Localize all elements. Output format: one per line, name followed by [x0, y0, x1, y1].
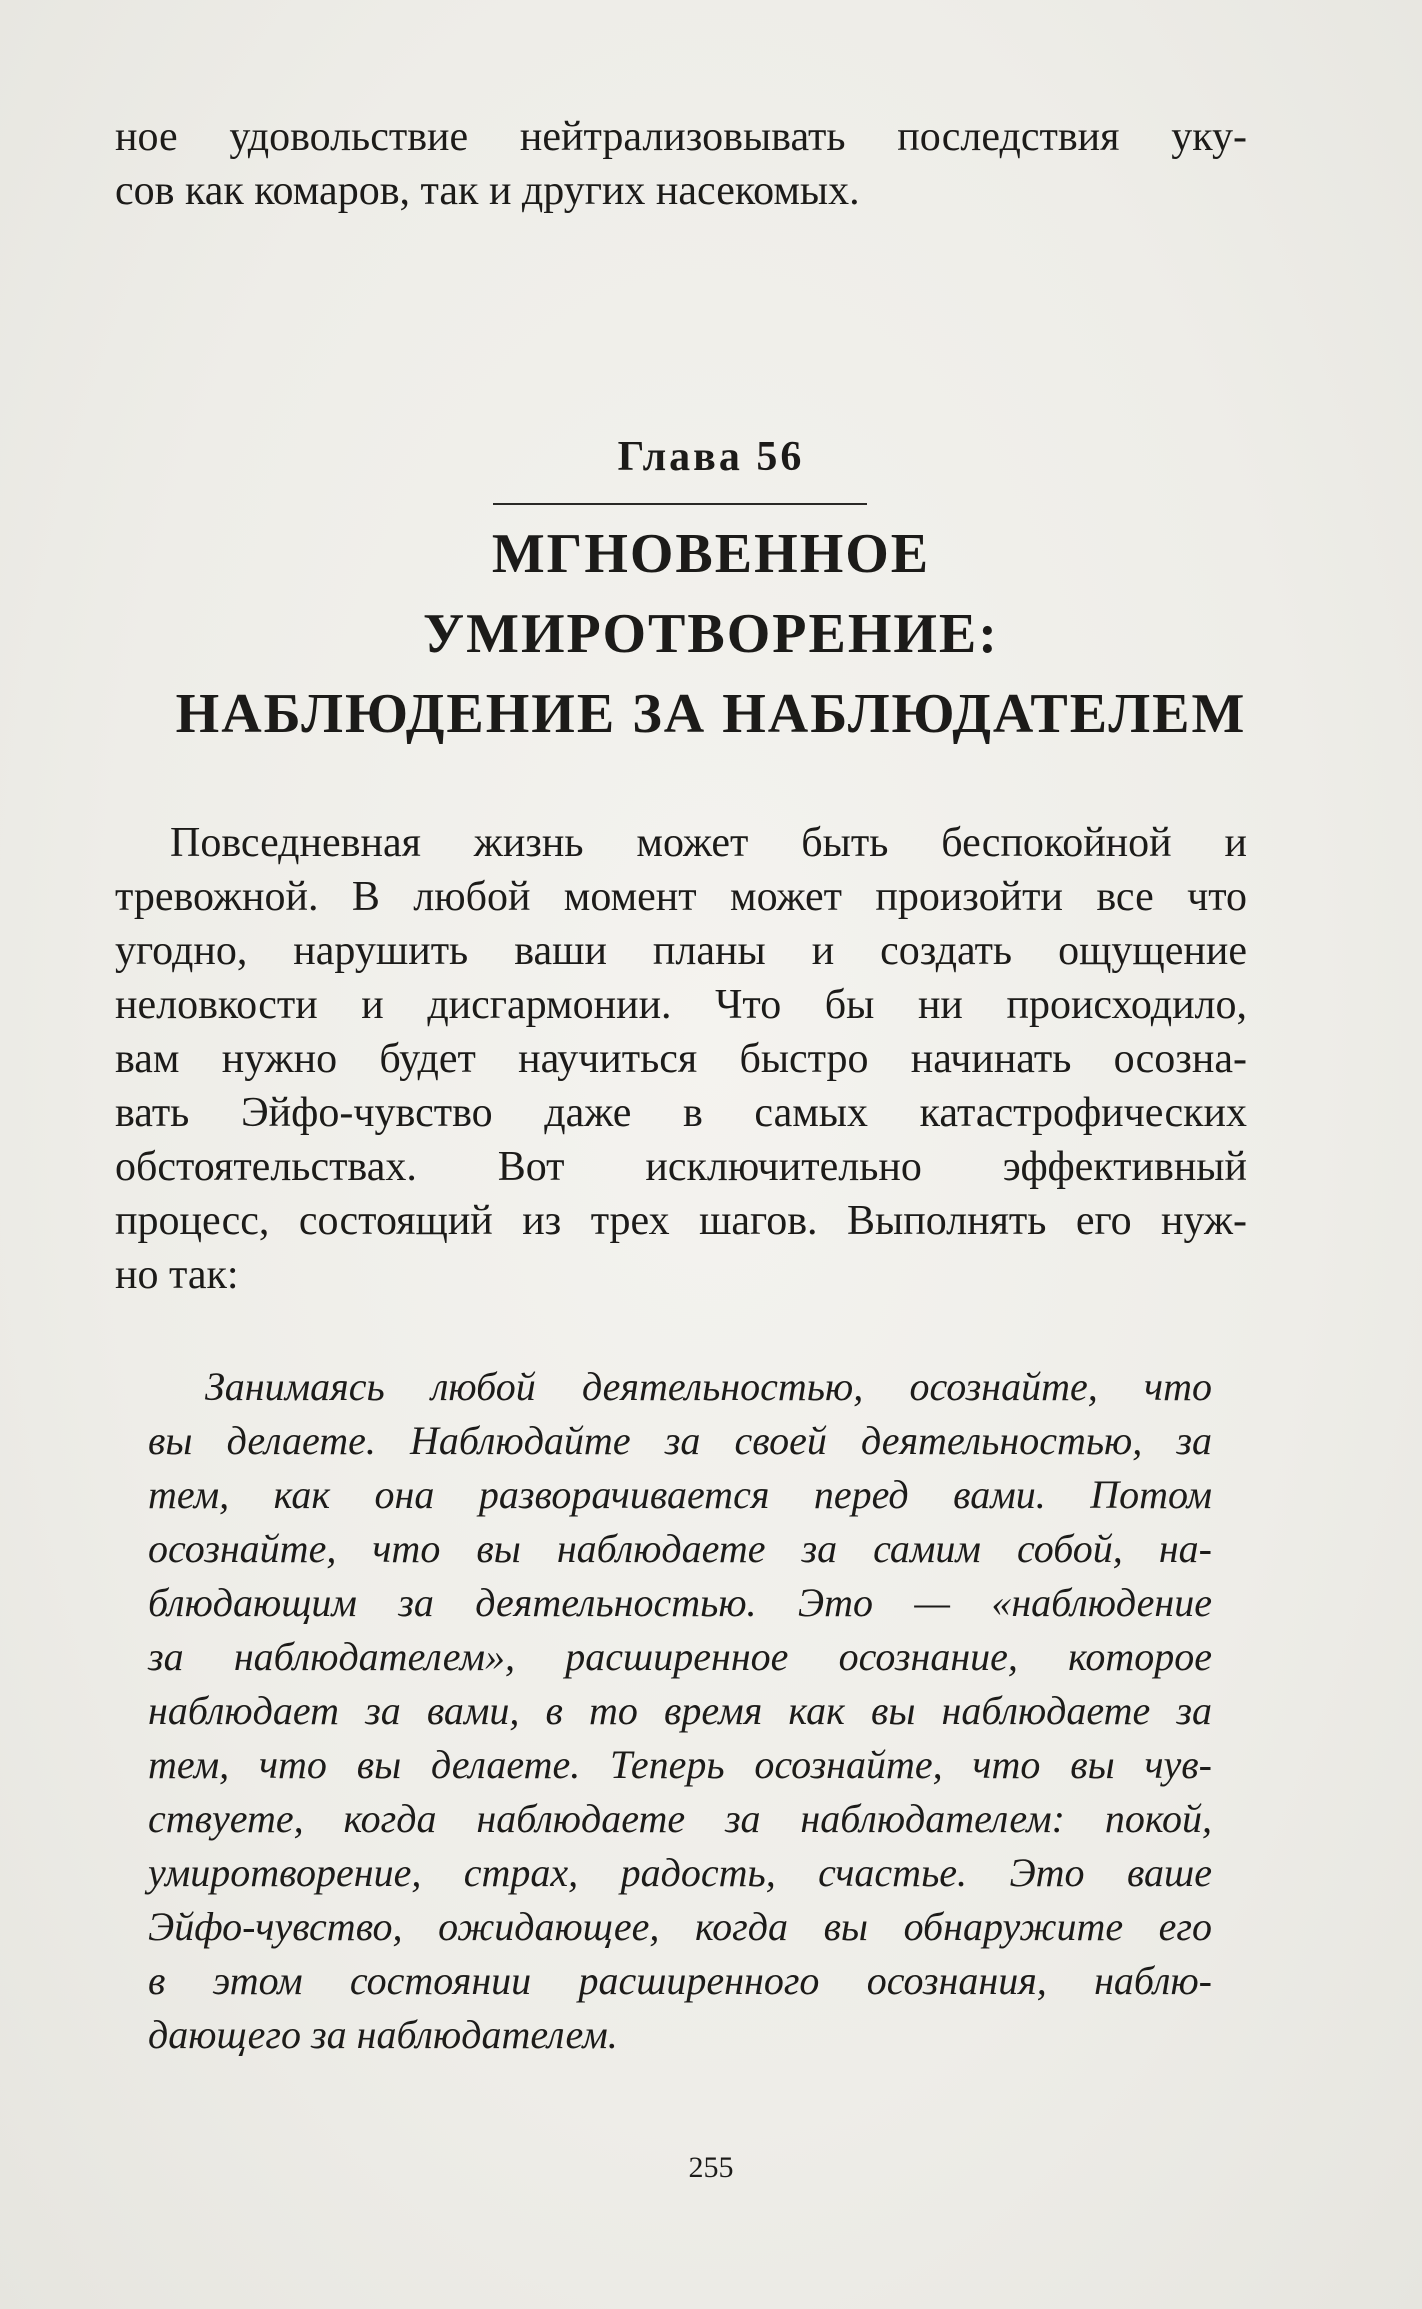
italic-line-2: вы делаете. Наблюдайте за своей деятельностью, за: [148, 1418, 1212, 1463]
italic-line-1: Занимаясь любой деятельностью, осознайте, что: [205, 1364, 1212, 1409]
body-line-7: обстоятельствах. Вот исключительно эффективный: [115, 1144, 1247, 1190]
body-line-4: неловкости и дисгармонии. Что бы ни происходило,: [115, 982, 1247, 1028]
italic-line-9: ствуете, когда наблюдаете за наблюдателем: покой,: [148, 1796, 1212, 1841]
body-line-2: тревожной. В любой момент может произойти все что: [115, 874, 1247, 920]
italic-line-8: тем, что вы делаете. Теперь осознайте, что вы чув-: [148, 1742, 1212, 1787]
intro-line-2: сов как комаров, так и других насекомых.: [115, 168, 860, 214]
italic-line-3: тем, как она разворачивается перед вами. Потом: [148, 1472, 1212, 1517]
italic-line-12: в этом состоянии расширенного осознания, наблю-: [148, 1958, 1212, 2003]
chapter-label: Глава 56: [617, 434, 805, 480]
body-line-1: Повседневная жизнь может быть беспокойной и: [170, 820, 1247, 866]
body-line-8: процесс, состоящий из трех шагов. Выполнять его нуж-: [115, 1198, 1247, 1244]
intro-line-1: ное удовольствие нейтрализовывать последствия уку-: [115, 114, 1247, 160]
italic-line-6: за наблюдателем», расширенное осознание, которое: [148, 1634, 1212, 1679]
italic-line-4: осознайте, что вы наблюдаете за самим собой, на-: [148, 1526, 1212, 1571]
body-line-5: вам нужно будет научиться быстро начинать осозна-: [115, 1036, 1247, 1082]
title-line-3: НАБЛЮДЕНИЕ ЗА НАБЛЮДАТЕЛЕМ: [175, 683, 1247, 745]
italic-line-13: дающего за наблюдателем.: [148, 2012, 618, 2057]
italic-line-7: наблюдает за вами, в то время как вы наблюдаете за: [148, 1688, 1212, 1733]
body-line-9: но так:: [115, 1252, 239, 1298]
chapter-divider: [493, 503, 867, 505]
italic-line-10: умиротворение, страх, радость, счастье. Это ваше: [148, 1850, 1212, 1895]
body-line-3: угодно, нарушить ваши планы и создать ощущение: [115, 928, 1247, 974]
body-line-6: вать Эйфо-чувство даже в самых катастрофических: [115, 1090, 1247, 1136]
title-line-1: МГНОВЕННОЕ: [491, 523, 931, 585]
title-line-2: УМИРОТВОРЕНИЕ:: [423, 603, 999, 665]
italic-line-5: блюдающим за деятельностью. Это — «наблюдение: [148, 1580, 1212, 1625]
page-number: 255: [688, 2151, 734, 2184]
italic-line-11: Эйфо-чувство, ожидающее, когда вы обнаружите его: [148, 1904, 1212, 1949]
